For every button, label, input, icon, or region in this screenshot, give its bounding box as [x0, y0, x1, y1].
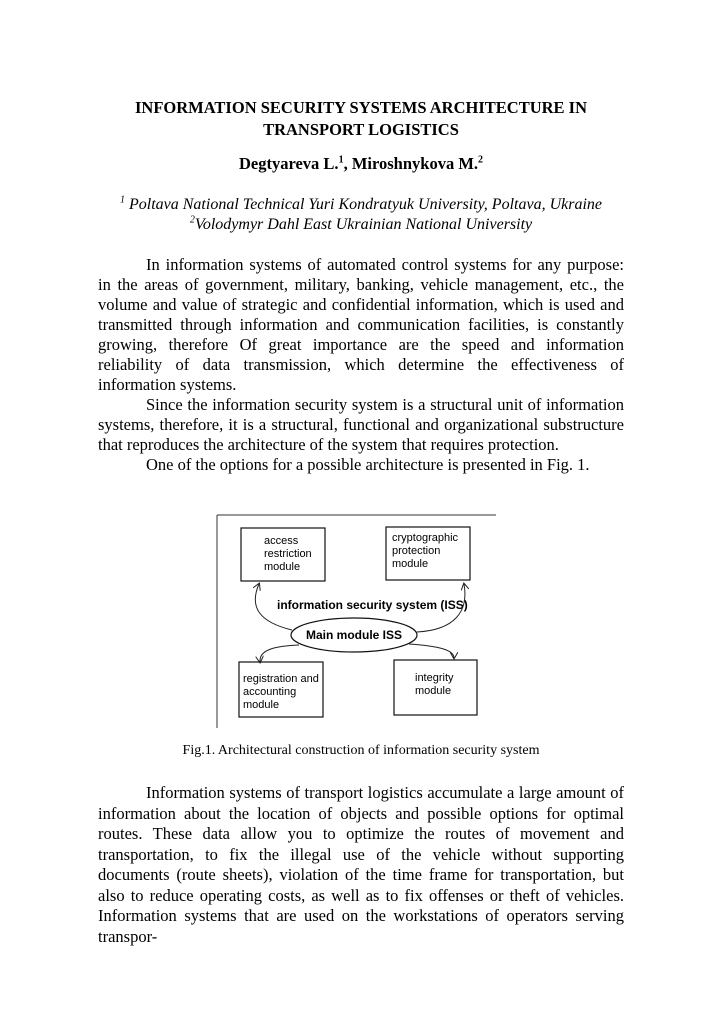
author-list [98, 154, 624, 174]
access-label-3: module [264, 561, 301, 573]
affiliations [98, 195, 624, 235]
crypto-label-1: cryptographic [392, 532, 459, 544]
paragraph-2: Since the information security system is a structural unit of information systems, therefore, it is a structural, functional and organizational substructure that reproduces the architecture of the system that requires protection. [98, 395, 624, 454]
author-2: Miroshnykova M. [351, 154, 479, 173]
affiliation-1-mark: 1 [119, 194, 125, 206]
author-separator: , [343, 154, 352, 173]
title-line-1: INFORMATION SECURITY SYSTEMS ARCHITECTURE IN [135, 98, 587, 117]
access-label-2: restriction [264, 548, 312, 560]
figure-caption: Fig.1. Architectural construction of information security system [182, 743, 540, 758]
arrow-to-integrity-module [409, 644, 454, 658]
iss-label: information security system (ISS) [277, 598, 468, 612]
figure-1 [214, 512, 498, 730]
arrow-to-registration-module [260, 645, 299, 662]
paper-title [98, 97, 624, 141]
body-text [98, 255, 624, 475]
registration-label-3: module [243, 699, 280, 711]
affiliation-1 [98, 195, 624, 215]
registration-label-2: accounting [243, 686, 297, 698]
paragraph-3: One of the options for a possible architecture is presented in Fig. 1. [146, 455, 590, 474]
integrity-label-2: module [415, 685, 452, 697]
author-1: Degtyareva L. [238, 154, 339, 173]
integrity-label-1: integrity [415, 672, 454, 684]
affiliation-2-text: Volodymyr Dahl East Ukrainian National University [194, 216, 533, 233]
main-module-label: Main module ISS [305, 628, 403, 642]
architecture-diagram [214, 512, 498, 730]
affiliation-1-text: Poltava National Technical Yuri Kondratyuk University, Poltava, Ukraine [124, 196, 602, 213]
crypto-label-3: module [392, 558, 429, 570]
crypto-label-2: protection [392, 545, 441, 557]
author-1-affiliation-mark: 1 [338, 154, 344, 166]
body-text-continued [98, 783, 624, 947]
affiliation-2 [98, 215, 624, 235]
registration-label-1: registration and [243, 673, 319, 685]
title-line-2: TRANSPORT LOGISTICS [263, 120, 459, 139]
author-2-affiliation-mark: 2 [478, 154, 484, 166]
paragraph-1: In information systems of automated control systems for any purpose: in the areas of government, military, banking, vehicle management, etc., the volume and value of strategic and confidential information, which is used and transmitted through information and communication facilities, is constantly growing, therefore Of great importance are the speed and information reliability of data transmission, which determine the effectiveness of information systems. [98, 255, 624, 394]
affiliation-2-mark: 2 [189, 214, 195, 226]
access-label-1: access [264, 535, 299, 547]
paragraph-4: Information systems of transport logistics accumulate a large amount of information about the location of objects and possible options for optimal routes. These data allow you to optimize the routes of movement and transportation, to fix the illegal use of the vehicle without supporting documents (route sheets), violation of the time frame for transportation, but also to reduce operating costs, as well as to fix offenses or theft of vehicles. Information systems that are used on the workstations of operators serving transpor- [98, 783, 624, 946]
